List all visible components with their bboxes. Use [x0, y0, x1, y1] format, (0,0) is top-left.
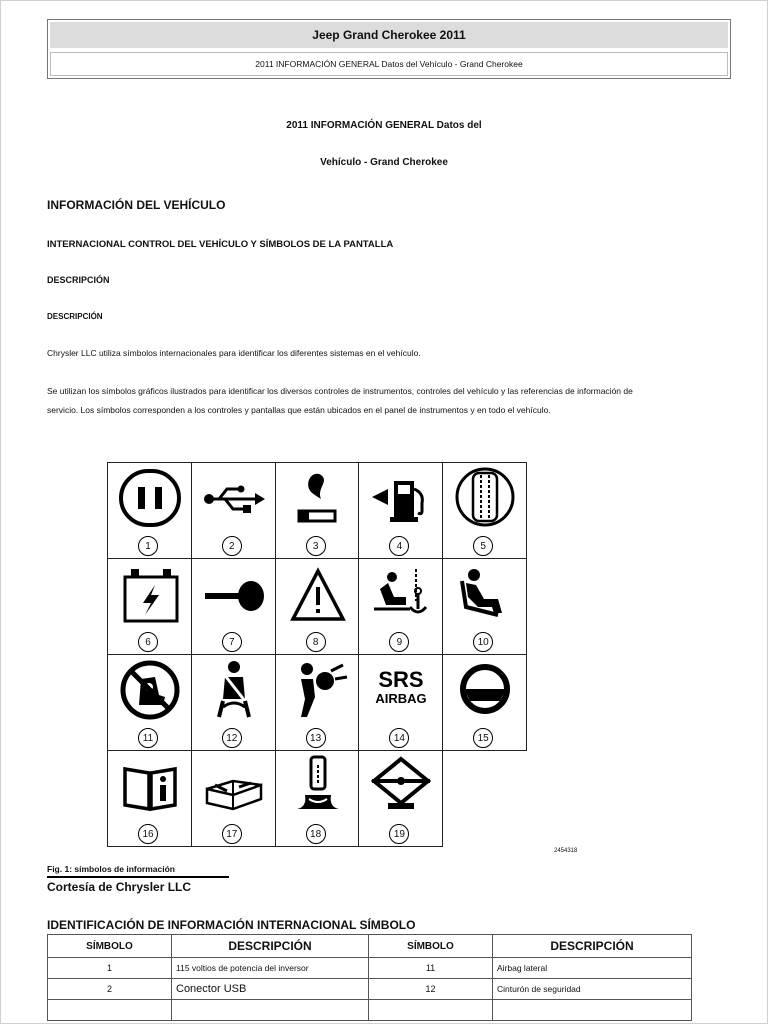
- table-row: [48, 979, 692, 1000]
- srs-airbag-icon: [370, 659, 432, 721]
- symbol-number: 16: [138, 824, 158, 844]
- symbol-cell: [191, 655, 275, 751]
- doc-title-line1: 2011 INFORMACIÓN GENERAL Datos del: [286, 120, 482, 131]
- subheading-description-2: DESCRIPCIÓN: [47, 312, 103, 321]
- table-header-row: [48, 935, 692, 958]
- symbol-number: 8: [306, 632, 326, 652]
- symbol-number: 4: [389, 536, 409, 556]
- symbol-cell: [191, 559, 275, 655]
- symbol-number: 3: [306, 536, 326, 556]
- symbol-cell: [275, 463, 359, 559]
- symbol-cell: [443, 559, 527, 655]
- symbol-cell: [275, 559, 359, 655]
- warning-triangle-icon: [287, 563, 349, 625]
- table-cell-description: Conector USB: [172, 979, 369, 1000]
- no-child-seat-icon: [119, 659, 181, 721]
- symbol-number: 6: [138, 632, 158, 652]
- doc-title-line2: Vehículo - Grand Cherokee: [320, 157, 448, 168]
- subheading-description-1: DESCRIPCIÓN: [47, 275, 110, 285]
- side-airbag-icon: [287, 659, 349, 721]
- tire-pressure-icon: [454, 467, 516, 529]
- figure-reference-code: 2454318: [554, 848, 578, 854]
- seatbelt-icon: [203, 659, 265, 721]
- column-header-symbol: SÍMBOLO: [48, 935, 172, 958]
- symbol-number: 7: [222, 632, 242, 652]
- figure-caption: Fig. 1: símbolos de información: [47, 864, 229, 878]
- column-header-description: DESCRIPCIÓN: [172, 935, 369, 958]
- symbol-number: 10: [473, 632, 493, 652]
- header-title: Jeep Grand Cherokee 2011: [50, 22, 728, 48]
- header-subtitle: 2011 INFORMACIÓN GENERAL Datos del Vehículo - Grand Cherokee: [50, 52, 728, 76]
- table-cell-symbol: 12: [369, 979, 493, 1000]
- column-header-description-2: DESCRIPCIÓN: [493, 935, 692, 958]
- symbol-cell: [108, 559, 192, 655]
- paragraph-intro: Chrysler LLC utiliza símbolos internacionales para identificar los diferentes sistemas en el vehículo.: [47, 348, 421, 358]
- empty-cell: [443, 751, 527, 847]
- symbol-cell: [275, 751, 359, 847]
- table-cell-symbol: 1: [48, 958, 172, 979]
- fuel-door-icon: [370, 467, 432, 529]
- paragraph-body-line1: Se utilizan los símbolos gráficos ilustrados para identificar los diversos controles de instrumentos, controles del vehículo y las referencias de información de: [47, 386, 633, 396]
- column-header-symbol-2: SÍMBOLO: [369, 935, 493, 958]
- symbol-number: 18: [306, 824, 326, 844]
- table-cell-description: 115 voltios de potencia del inversor: [172, 958, 369, 979]
- symbol-cell: [275, 655, 359, 751]
- table-cell-description: [493, 1000, 692, 1021]
- table-cell-description: [172, 1000, 369, 1021]
- table-title: IDENTIFICACIÓN DE INFORMACIÓN INTERNACIONAL SÍMBOLO: [47, 918, 416, 932]
- symbol-number: 5: [473, 536, 493, 556]
- symbol-number: 17: [222, 824, 242, 844]
- table-cell-description: Airbag lateral: [493, 958, 692, 979]
- symbol-number: 15: [473, 728, 493, 748]
- table-cell-symbol: [48, 1000, 172, 1021]
- symbol-cell: [359, 655, 443, 751]
- section-heading-vehicle-info: INFORMACIÓN DEL VEHÍCULO: [47, 198, 226, 212]
- battery-icon: [119, 563, 181, 625]
- airbag-text: AIRBAG: [375, 691, 428, 706]
- symbol-cell: [359, 463, 443, 559]
- symbol-cell: [191, 751, 275, 847]
- table-row: [48, 1000, 692, 1021]
- table-cell-symbol: 2: [48, 979, 172, 1000]
- symbol-number: 12: [222, 728, 242, 748]
- section-heading-symbols: INTERNACIONAL CONTROL DEL VEHÍCULO Y SÍMBOLOS DE LA PANTALLA: [47, 239, 394, 250]
- symbol-cell: [443, 463, 527, 559]
- paragraph-body-line2: servicio. Los símbolos corresponden a los controles y pantallas que están ubicados en el panel de instrumentos y en todo el vehículo.: [47, 405, 551, 415]
- steering-wheel-icon: [454, 659, 516, 721]
- symbol-number: 13: [306, 728, 326, 748]
- symbol-cell: [108, 463, 192, 559]
- table-cell-symbol: 11: [369, 958, 493, 979]
- table-row: [48, 958, 692, 979]
- jack-point-icon: [287, 755, 349, 817]
- symbol-number: 1: [138, 536, 158, 556]
- key-icon: [203, 563, 265, 625]
- table-cell-symbol: [369, 1000, 493, 1021]
- service-manual-icon: [203, 755, 265, 817]
- symbol-cell: [191, 463, 275, 559]
- document-header: [47, 19, 731, 79]
- table-cell-description: Cinturón de seguridad: [493, 979, 692, 1000]
- seat-occupant-icon: [454, 563, 516, 625]
- symbol-cell: [108, 655, 192, 751]
- symbol-cell: [443, 655, 527, 751]
- cigar-lighter-icon: [287, 467, 349, 529]
- symbol-cell: [359, 751, 443, 847]
- symbol-number: 11: [138, 728, 158, 748]
- symbols-figure-grid: [107, 462, 527, 847]
- jack-icon: [370, 755, 432, 817]
- symbol-number: 14: [389, 728, 409, 748]
- child-seat-anchor-icon: [370, 563, 432, 625]
- symbol-number: 9: [389, 632, 409, 652]
- figure-courtesy: Cortesía de Chrysler LLC: [47, 880, 192, 894]
- symbol-cell: [108, 751, 192, 847]
- srs-text: SRS: [378, 667, 425, 692]
- symbol-cell: [359, 559, 443, 655]
- info-book-icon: [119, 755, 181, 817]
- power-outlet-icon: [119, 467, 181, 529]
- symbol-identification-table: [47, 934, 692, 1021]
- symbol-number: 2: [222, 536, 242, 556]
- usb-icon: [203, 467, 265, 529]
- symbol-number: 19: [389, 824, 409, 844]
